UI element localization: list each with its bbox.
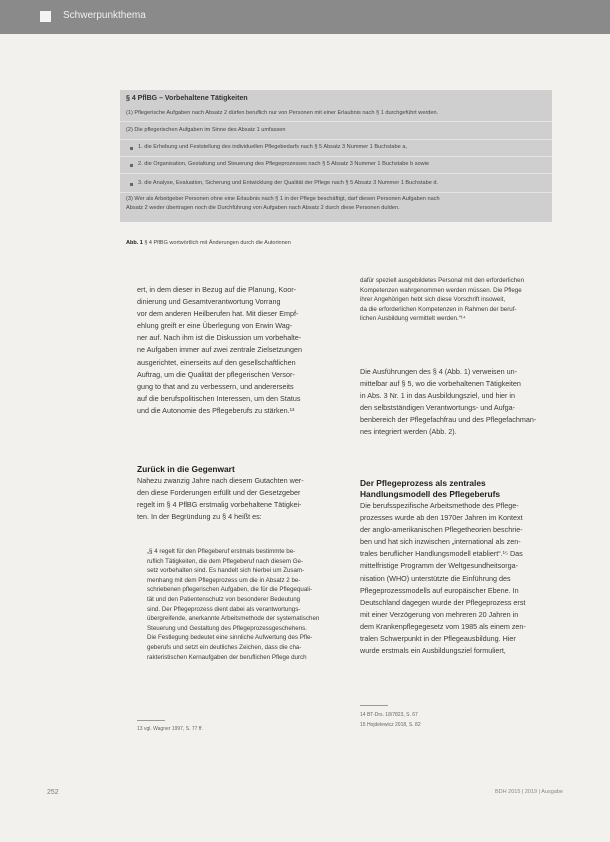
quote-line: „§ 4 regelt für den Pflegeberuf erstmals bestimmte be- [147, 548, 296, 555]
text-line: regelt im § 4 PflBG erstmalig vorbehaltene Tätigkei- [137, 500, 302, 510]
law-divider [120, 192, 552, 193]
page-header [0, 0, 610, 34]
text-line: der anglo-amerikanischen Pflegetheorien beschrie- [360, 525, 523, 535]
text-line: Pflegeprozessmodells auf europäischer Ebene. In [360, 585, 519, 595]
text-line: benbereich der Pflegefachfrau und des Pflegefachman- [360, 415, 537, 425]
block-quote [147, 547, 347, 662]
quote-line: setz vorbehalten sind. Es handelt sich hierbei um Zusam- [147, 567, 305, 575]
law-paragraph-1: (1) Pflegerische Aufgaben nach Absatz 2 dürfen beruflich nur von Personen mit einer Erlaubnis nach § 1 durchgeführt werden. [126, 110, 439, 116]
text-line: in Abs. 3 Nr. 1 in das Ausbildungsziel, und hier in [360, 391, 516, 401]
quote-line: sind. Der Pflegeprozess dient dabei als verantwortungs- [147, 605, 301, 613]
section-title: Schwerpunkthema [63, 10, 146, 21]
text-line: dinierung und Gesamtverantwortung Vorrang [137, 297, 281, 307]
quote-line: rakteristischen Kernaufgaben der beruflichen Pflege durch [147, 653, 307, 661]
bullet-icon [130, 147, 133, 150]
quote-line: schriebenen pflegerischen Aufgaben, die für die Pflegequali- [147, 586, 313, 594]
text-line: ert, in dem dieser in Bezug auf die Planung, Koor- [137, 285, 297, 294]
quote-line: ihrer Angehörigen hebt sich diese Vorschrift insoweit, [360, 296, 506, 304]
text-line: mittelbar auf § 5, wo die vorbehaltenen Tätigkeiten [360, 379, 521, 389]
right-column-text [360, 366, 572, 439]
law-divider [120, 156, 552, 157]
quote-line: da die erforderlichen Kompetenzen in Rahmen der beruf- [360, 305, 517, 313]
quote-line: Die Festlegung bedeutet eine sinnliche Aufwertung des Pfle- [147, 634, 313, 642]
section-heading: Der Pflegeprozess als zentrales [360, 478, 486, 488]
text-line: nes integriert werden (Abb. 2). [360, 427, 457, 437]
quote-line: dafür speziell ausgebildetes Personal mit den erforderlichen [360, 277, 525, 284]
law-box-title: § 4 PflBG – Vorbehaltene Tätigkeiten [126, 95, 248, 102]
law-divider [120, 139, 552, 140]
section-heading: Handlungsmodell des Pflegeberufs [360, 489, 501, 499]
right-heading-block [360, 478, 572, 657]
quote-line: geberufs und setzt ein deutliches Zeichen, dass die cha- [147, 643, 302, 651]
text-line: wurde erstmals ein Ausbildungsziel formuliert, [360, 646, 506, 656]
figure-label: Abb. 1 [126, 240, 143, 246]
text-line: nisation (WHO) unterstützte die Einführung des [360, 573, 511, 583]
footnote: 13 vgl. Wagner 1997, S. 77 ff. [137, 726, 203, 732]
quote-line: menhang mit dem Pflegeprozess um die in Absatz 2 be- [147, 576, 301, 584]
text-line: den diese Forderungen erfüllt und der Gesetzgeber [137, 488, 301, 498]
figure-caption [126, 240, 291, 246]
law-paragraph-2: (2) Die pflegerischen Aufgaben im Sinne des Absatz 1 umfassen [126, 127, 286, 133]
text-line: ben und hat sich inzwischen „international als zen- [360, 537, 521, 547]
text-line: dem Krankenpflegegesetz vom 1985 als einem zen- [360, 621, 526, 631]
text-line: Deutschland dagegen wurde der Pflegeprozess erst [360, 597, 526, 607]
law-box [120, 90, 552, 222]
quote-line: ruflich Tätigkeiten, die dem Pflegeberuf nach diesem Ge- [147, 557, 304, 565]
text-line: prozesses wurde ab den 1970er Jahren im Kontext [360, 513, 523, 523]
quote-line: Kompetenzen wahrgenommen werden müssen. Die Pflege [360, 286, 522, 294]
bullet-icon [130, 164, 133, 167]
text-line: vor dem anderen Heilberufen hat. Mit dieser Empf- [137, 309, 299, 319]
header-square-icon [40, 11, 51, 22]
text-line: Nahezu zwanzig Jahre nach diesem Gutachten wer- [137, 476, 304, 485]
text-line: ausgerichtet, einerseits auf den gesellschaftlichen [137, 357, 296, 367]
footnote-rule [360, 705, 388, 706]
text-line: tralen Schwerpunkt in der Pflegeausbildung. Hier [360, 634, 516, 644]
text-line: Auftrag, um die Qualität der pflegerischen Versor- [137, 369, 295, 379]
quote-line: Steuerung und Gestaltung des Pflegeprozessgeschehens. [147, 624, 307, 632]
section-heading: Zurück in die Gegenwart [137, 464, 235, 474]
left-column-text [137, 284, 349, 417]
law-divider [120, 121, 552, 122]
bullet-icon [130, 183, 133, 186]
page-number: 252 [47, 789, 59, 796]
text-line: ne Aufgaben immer auf zwei zentrale Zielsetzungen [137, 345, 303, 355]
text-line: mit einer Verzögerung von mehreren 20 Jahren in [360, 609, 519, 619]
quote-line: lichen Ausbildung vermittelt werden.“¹⁴ [360, 315, 466, 323]
law-item-1: 1. die Erhebung und Feststellung des individuellen Pflegebedarfs nach § 5 Absatz 3 Nummer 1 Buchstabe a, [138, 144, 407, 150]
text-line: ner auf. Nach ihm ist die Diskussion um vorbehalte- [137, 333, 302, 343]
text-line: auf die berufspolitischen Interessen, um den Status [137, 393, 301, 403]
text-line: Die Ausführungen des § 4 (Abb. 1) verweisen un- [360, 367, 518, 376]
text-line: ten. In der Begründung zu § 4 heißt es: [137, 512, 262, 522]
footnote-rule [137, 720, 165, 721]
text-line: den selbstständigen Verantwortungs- und Aufga- [360, 403, 516, 413]
quote-line: übergreifende, anerkannte Arbeitsmethode der systematischen [147, 615, 320, 623]
law-divider [120, 173, 552, 174]
footnote: 14 BT-Drs. 18/7823, S. 67 [360, 712, 418, 718]
text-line: und die Autonomie des Pflegeberufs zu stärken.¹³ [137, 405, 295, 415]
text-line: ehlung greift er eine Überlegung von Erwin Wag- [137, 321, 293, 331]
left-heading-block [137, 464, 349, 523]
text-line: mittelfristige Programm der Weltgesundheitsorga- [360, 561, 519, 571]
law-paragraph-3-line-1: (3) Wer als Arbeitgeber Personen ohne eine Erlaubnis nach § 1 in der Pflege beschäftigt, darf diesen Personen Aufgaben nach [126, 196, 440, 202]
text-line: trales beruflicher Handlungsmodell etabliert“.¹⁵ Das [360, 549, 523, 559]
journal-footer: BDH 2015 | 2019 | Ausgabe [495, 789, 563, 795]
text-line: Die berufsspezifische Arbeitsmethode des Pflege- [360, 501, 519, 510]
quote-line: tät und den Patientenschutz von besonderer Bedeutung [147, 595, 301, 603]
footnote: 15 Hojdelewicz 2018, S. 82 [360, 722, 421, 728]
text-line: gung to that and zu verbessern, und andererseits [137, 381, 294, 391]
law-item-3: 3. die Analyse, Evaluation, Sicherung und Entwicklung der Qualität der Pflege nach § 5 Absatz 3 Nummer 1 Buchstabe d. [138, 180, 439, 186]
law-paragraph-3-line-2: Absatz 2 weder übertragen noch die Durchführung von Aufgaben nach Absatz 2 durch diese Personen dulden. [126, 205, 400, 211]
right-quote-continuation [360, 276, 572, 324]
figure-caption-text: § 4 PflBG wortwörtlich mit Änderungen durch die Autorinnen [144, 240, 291, 246]
law-item-2: 2. die Organisation, Gestaltung und Steuerung des Pflegeprozesses nach § 5 Absatz 3 Nummer 1 Buchstabe b sowie [138, 161, 430, 167]
